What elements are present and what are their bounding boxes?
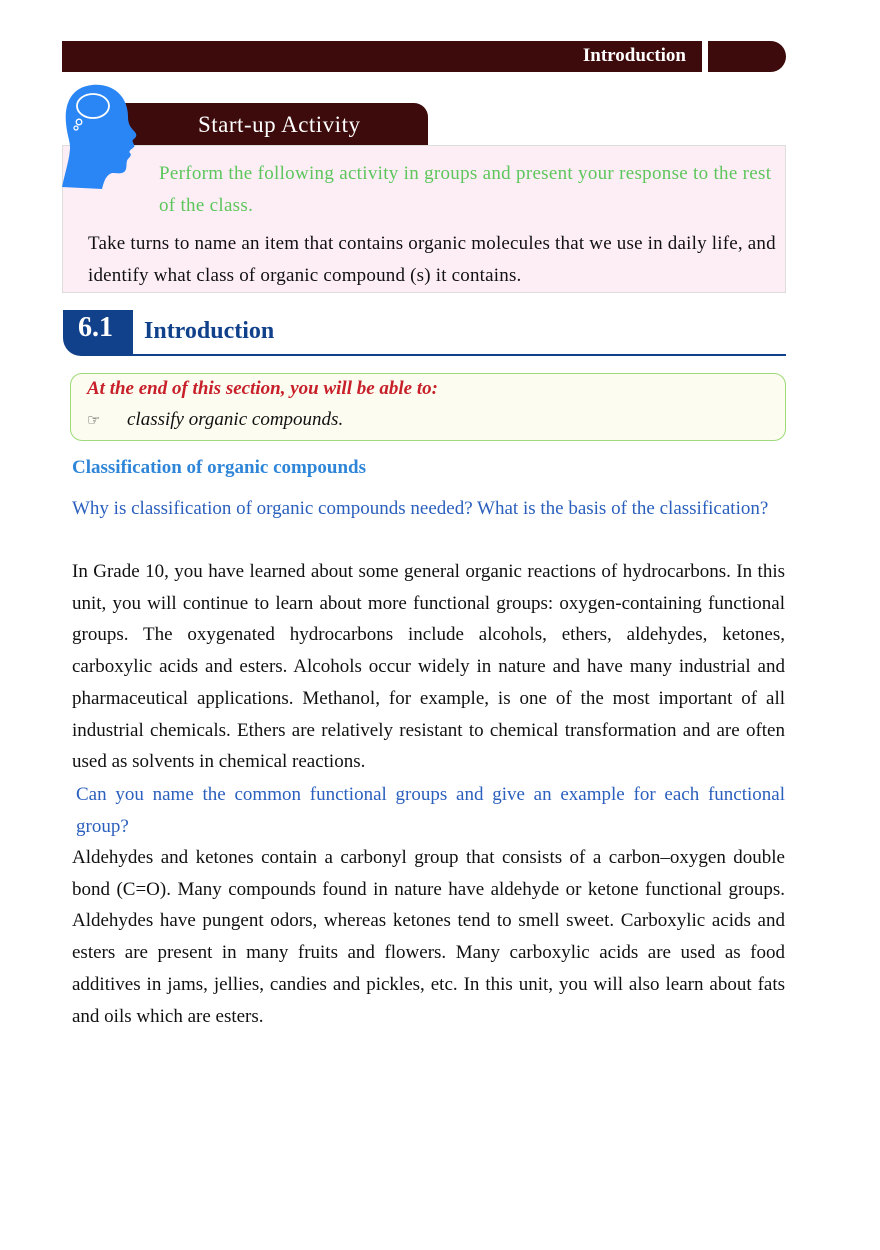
running-header — [62, 41, 786, 72]
startup-activity-tab — [118, 103, 428, 145]
pointing-hand-icon: ☞ — [87, 413, 101, 429]
thinking-head-icon — [62, 83, 146, 189]
startup-activity-title: Start-up Activity — [198, 112, 361, 137]
running-header-bar — [62, 41, 702, 72]
paragraph-2: Aldehydes and ketones contain a carbonyl group that consists of a carbon–oxygen double bond (C=O). Many compounds found in nature have aldehyde or ketone functional groups. Aldehydes have pungent odors, whereas ketones tend to smell sweet. Carboxylic acids and esters are present in many fruits and flowers. Many carboxylic acids are used as food additives in jams, jellies, candies and pickles, etc. In this unit, you will also learn about fats and oils which are esters. — [72, 847, 785, 1027]
learning-objectives-box — [70, 373, 786, 441]
section-number: 6.1 — [78, 312, 113, 343]
question-1: Why is classification of organic compounds needed? What is the basis of the classification? — [72, 498, 769, 519]
running-header-title: Introduction — [582, 45, 686, 66]
section-title: Introduction — [144, 318, 275, 344]
objectives-heading: At the end of this section, you will be able to: — [87, 378, 438, 399]
running-header-cap — [708, 41, 786, 72]
subheading: Classification of organic compounds — [72, 457, 366, 478]
section-number-badge — [63, 310, 133, 356]
question-2: Can you name the common functional groups and give an example for each functional group? — [76, 784, 785, 837]
section-underline — [133, 354, 786, 356]
paragraph-1: In Grade 10, you have learned about some general organic reactions of hydrocarbons. In this unit, you will continue to learn about more functional groups: oxygen-containing functional groups. The oxygenated hydrocarbons include alcohols, ethers, aldehydes, ketones, carboxylic acids and esters. Alcohols occur widely in nature and have many industrial and pharmaceutical applications. Methanol, for example, is one of the most important of all industrial chemicals. Ethers are relatively resistant to chemical transformation and are often used as solvents in chemical reactions. — [72, 561, 785, 773]
activity-task: Take turns to name an item that contains organic molecules that we use in daily life, and identify what class of organic compound (s) it contains. — [88, 233, 776, 286]
startup-activity-box — [62, 145, 786, 293]
objective-text: classify organic compounds. — [127, 409, 344, 430]
activity-instruction: Perform the following activity in groups and present your response to the rest of the class. — [159, 163, 772, 216]
objective-item — [87, 409, 343, 431]
